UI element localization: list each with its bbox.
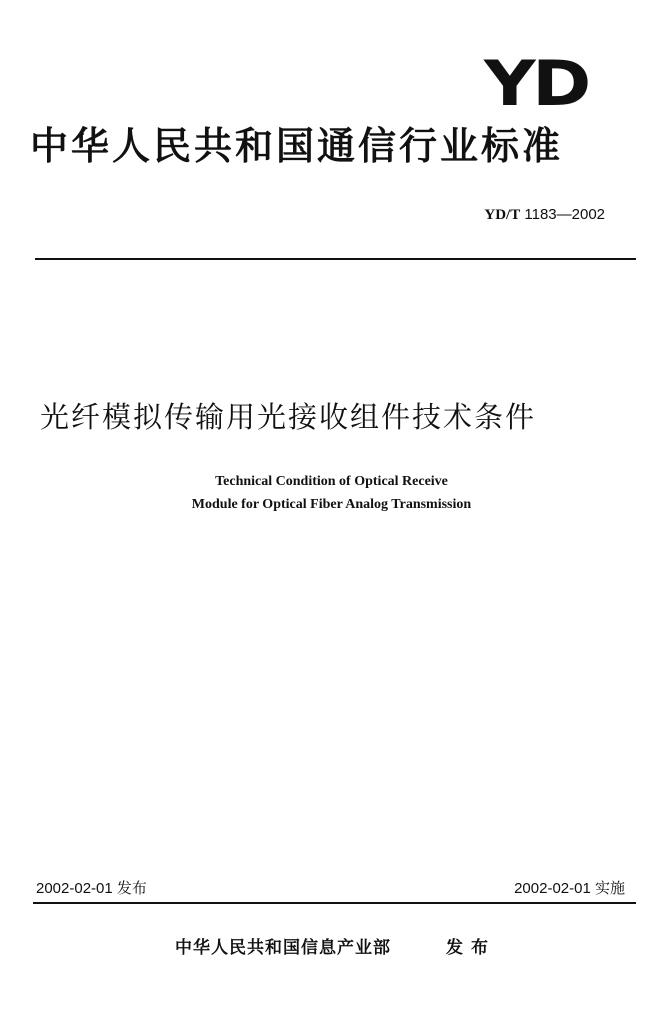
document-title-chinese (0, 397, 663, 437)
yd-logo: YD (484, 47, 588, 120)
issuer-action: 发布 (446, 938, 496, 958)
issuing-authority: 中华人民共和国信息产业部 (175, 938, 391, 958)
top-divider (35, 258, 636, 260)
english-title-line-1: Technical Condition of Optical Receive (215, 474, 448, 489)
standard-number-value: 1183—2002 (524, 206, 605, 223)
bottom-divider (33, 902, 636, 904)
document-title-english (0, 470, 663, 516)
implementation-date: 2002-02-01 实施 (514, 880, 625, 897)
release-date: 2002-02-01 发布 (36, 880, 147, 897)
standard-number (484, 205, 605, 225)
industry-standard-title: 中华人民共和国通信行业标准 (30, 124, 564, 168)
chinese-title-text: 光纤模拟传输用光接收组件技术条件 (40, 400, 537, 434)
english-title-line-2: Module for Optical Fiber Analog Transmission (191, 497, 472, 512)
standard-prefix: YD/T (484, 207, 521, 223)
